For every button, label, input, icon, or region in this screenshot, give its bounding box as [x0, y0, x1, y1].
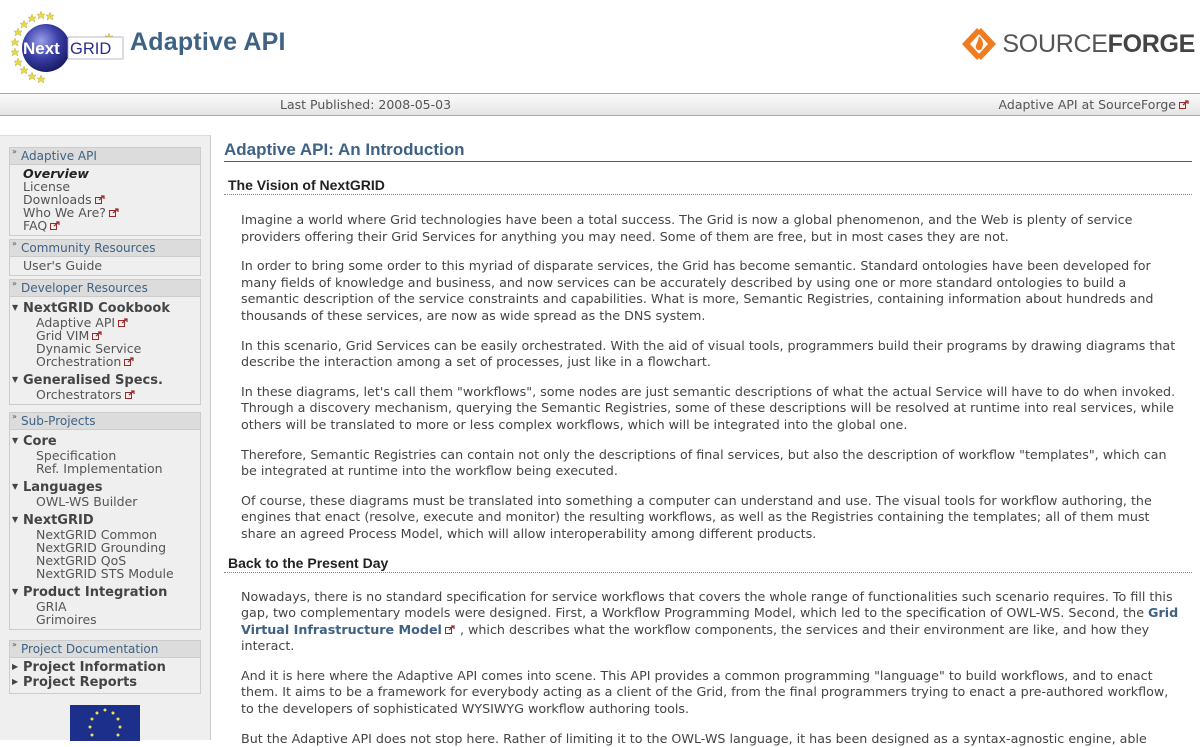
sourceforge-project-link[interactable]: Adaptive API at SourceForge [999, 97, 1190, 112]
sourceforge-diamond-icon [960, 26, 998, 62]
external-link-icon [124, 357, 135, 366]
paragraph: In this scenario, Grid Services can be easily orchestrated. With the aid of visual tools, programmers build their programs by drawing diagrams that describe the interaction among a set of processes, just like in a flowchart. [241, 337, 1176, 370]
section-heading-vision: The Vision of NextGRID [224, 177, 1192, 195]
nav-section-title: » Developer Resources [10, 280, 200, 297]
nav-item-specification[interactable]: Specification [36, 448, 117, 463]
nav-section-title: » Sub-Projects [10, 413, 200, 430]
nav-item-who-we-are[interactable]: Who We Are? [10, 206, 200, 219]
svg-text:Next: Next [23, 39, 60, 58]
nav-group-nextgrid-cookbook[interactable]: ▼ NextGRID Cookbook [12, 301, 170, 316]
last-published-date: Last Published: 2008-05-03 [280, 97, 452, 112]
expanded-triangle-icon: ▼ [12, 587, 19, 596]
external-link-icon [125, 390, 136, 399]
nav-group-nextgrid[interactable]: ▼ NextGRID [12, 513, 94, 528]
external-link-icon [50, 221, 61, 230]
nav-item-nextgrid-sts-module[interactable]: NextGRID STS Module [36, 566, 174, 581]
paragraph: In order to bring some order to this myriad of disparate services, the Grid has become semantic. Standard ontologies have been developed for many fields of knowledge and business, and now services can be accurately described by using one or more standard ontologies to build a semantic description of the service constraints and capabilities. What is more, Semantic Registries, containing information about hundreds and thousands of these services, are now as wide spread as the DNS system. [241, 258, 1154, 323]
external-link-icon [92, 331, 103, 340]
nav-item-faq[interactable]: FAQ [10, 219, 200, 232]
eu-flag-logo [70, 705, 140, 741]
nav-item-downloads[interactable]: Downloads [10, 193, 200, 206]
nav-section-title: » Adaptive API [10, 148, 200, 165]
breadcrumb-bar [0, 93, 1200, 116]
nav-section-title: » Community Resources [10, 240, 200, 257]
nav-group-project-reports[interactable]: ▶ Project Reports [12, 675, 138, 690]
paragraph: In these diagrams, let's call them "workflows", some nodes are just semantic descriptions of what the actual Service will have to do when invoked. Through a discovery mechanism, querying the Semantic Registries, some of these descriptions will be resolved at runtime into real services, while others will be translated to more or less complex workflows, which will be integrated into the global one. [241, 383, 1176, 432]
double-arrow-icon: » [12, 640, 17, 649]
double-arrow-icon: » [12, 412, 17, 421]
sourceforge-logo[interactable] [960, 26, 1195, 62]
nav-section-developer-resources [9, 279, 201, 405]
paragraph: Therefore, Semantic Registries can contain not only the descriptions of final services, but also the description of workflow "templates", which can be integrated at runtime into the workflow being executed. [241, 446, 1167, 479]
paragraph: Imagine a world where Grid technologies have been a total success. The Grid is now a global phenomenon, and the Web is plenty of service providers offering their Grid Services for anything you may need. Some of them are free, but in most cases they are not. [241, 212, 1133, 244]
expanded-triangle-icon: ▼ [12, 303, 19, 312]
paragraph: And it is here where the Adaptive API comes into scene. This API provides a common programming "language" to build workflows, and to enact them. It aims to be a framework for everybody acting as a client of the Grid, from the final programmers trying to enact a pre-authored workflow, to the developers of sophisticated WYSIWYG workflow authoring tools. [241, 667, 1169, 717]
collapsed-triangle-icon: ▶ [12, 677, 19, 686]
nav-section-community-resources [9, 239, 201, 276]
nav-item-orchestration[interactable]: Orchestration [10, 355, 200, 368]
nav-item-grimoires[interactable]: Grimoires [36, 612, 97, 627]
external-link-icon [109, 208, 120, 217]
nav-section-sub-projects [9, 412, 201, 630]
double-arrow-icon: » [12, 239, 17, 248]
nav-section-project-documentation [9, 640, 201, 694]
external-link-icon [445, 625, 456, 634]
nav-item-owl-ws-builder[interactable]: OWL-WS Builder [36, 494, 138, 509]
nav-item-ref-implementation[interactable]: Ref. Implementation [36, 461, 163, 476]
paragraph: Nowadays, there is no standard specification for service workflows that covers the whole range of functionalities such scenario requires. To fill this gap, two complementary models were designed. First, a Workflow Programming Model, which led to the specification of OWL-WS. Second, the Grid Virtual Infrastructure Model , which describes what the workflow components, the services and their environment are like, and how they interact. [241, 588, 1179, 654]
nav-section-title: » Project Documentation [10, 641, 200, 658]
nextgrid-logo[interactable] [8, 8, 124, 86]
double-arrow-icon: » [12, 279, 17, 288]
external-link-icon [1179, 100, 1190, 109]
nav-group-core[interactable]: ▼ Core [12, 434, 57, 449]
nav-item-adaptive-api[interactable]: Adaptive API [10, 316, 200, 329]
nav-item-overview[interactable]: Overview [23, 166, 89, 181]
expanded-triangle-icon: ▼ [12, 436, 19, 445]
banner [0, 0, 1200, 93]
nav-item-grid-vim[interactable]: Grid VIM [10, 329, 200, 342]
grid-virtual-infrastructure-model-link[interactable]: Grid Virtual Infrastructure Model [241, 605, 1179, 637]
site-title: Adaptive API [130, 28, 286, 56]
expanded-triangle-icon: ▼ [12, 375, 19, 384]
page-title: Adaptive API: An Introduction [224, 140, 1192, 162]
sourceforge-wordmark: SOURCEFORGE [1002, 29, 1195, 58]
double-arrow-icon: » [12, 147, 17, 156]
nav-group-languages[interactable]: ▼ Languages [12, 480, 103, 495]
nav-item-users-guide[interactable]: User's Guide [23, 258, 103, 273]
external-link-icon [95, 195, 106, 204]
expanded-triangle-icon: ▼ [12, 482, 19, 491]
external-link-icon [118, 318, 129, 327]
nav-item-nextgrid-grounding[interactable]: NextGRID Grounding [36, 540, 167, 555]
nav-item-orchestrators[interactable]: Orchestrators [10, 388, 200, 401]
main-content [224, 140, 1192, 747]
nav-section-adaptive-api [9, 147, 201, 236]
nav-group-product-integration[interactable]: ▼ Product Integration [12, 585, 168, 600]
svg-text:GRID: GRID [70, 40, 112, 58]
paragraph: But the Adaptive API does not stop here. Rather of limiting it to the OWL-WS language, it has been designed as a syntax-agnostic engine, able [241, 730, 1147, 746]
paragraph: Of course, these diagrams must be translated into something a computer can understand and use. The visual tools for workflow authoring, the engines that enact (resolve, execute and monitor) the resulting workflows, as well as the Registries containing the templates; all of them must share an agreed Process Model, which will allow interoperability among different products. [241, 492, 1152, 541]
nav-group-project-information[interactable]: ▶ Project Information [12, 660, 166, 675]
nav-item-dynamic-service[interactable]: Dynamic Service [36, 341, 142, 356]
collapsed-triangle-icon: ▶ [12, 662, 19, 671]
nav-group-generalised-specs[interactable]: ▼ Generalised Specs. [12, 373, 163, 388]
nav-item-license[interactable]: License [23, 179, 71, 194]
nav-item-gria[interactable]: GRIA [36, 599, 67, 614]
expanded-triangle-icon: ▼ [12, 515, 19, 524]
section-heading-present-day: Back to the Present Day [224, 555, 1192, 573]
left-sidebar [0, 135, 211, 740]
nav-item-nextgrid-common[interactable]: NextGRID Common [36, 527, 158, 542]
nav-item-nextgrid-qos[interactable]: NextGRID QoS [36, 553, 127, 568]
